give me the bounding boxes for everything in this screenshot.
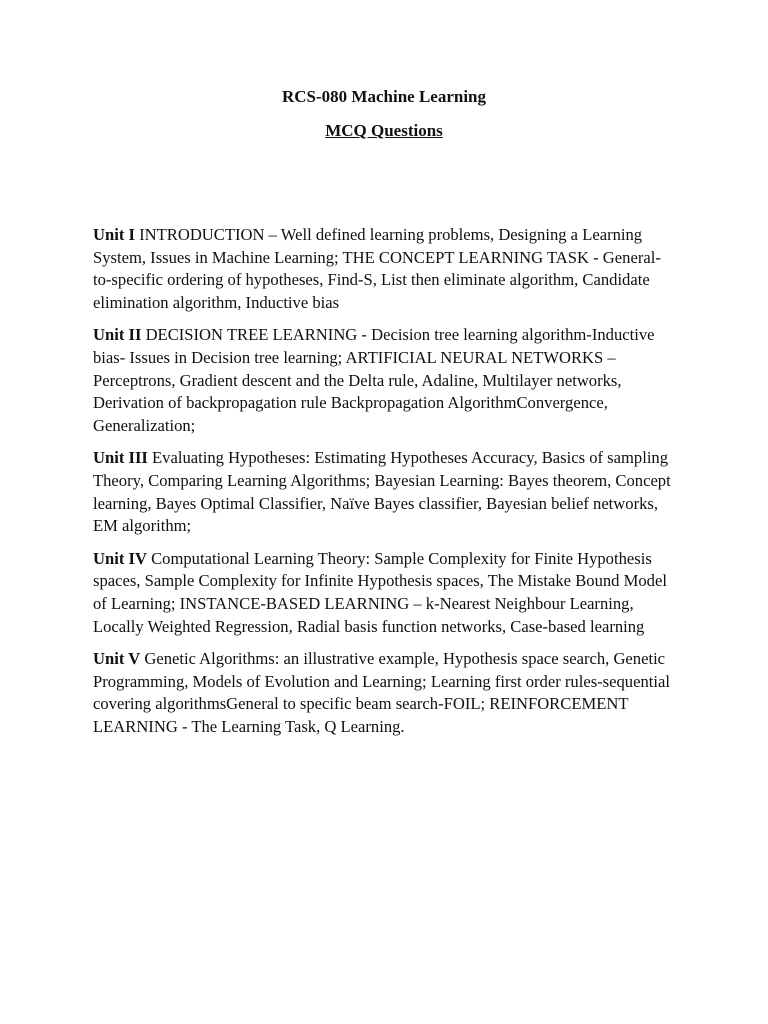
units-list [93, 224, 673, 748]
unit-5-text: Genetic Algorithms: an illustrative example, Hypothesis space search, Genetic Programming, Models of Evolution and Learning; Learning first order rules-sequential covering algorithmsGeneral to specific beam search-FOIL; REINFORCEMENT LEARNING - The Learning Task, Q Learning. [93, 649, 670, 736]
unit-3-label: Unit III [93, 448, 148, 468]
unit-2-label: Unit II [93, 325, 142, 345]
unit-1-text: INTRODUCTION – Well defined learning problems, Designing a Learning System, Issues in Machine Learning; THE CONCEPT LEARNING TASK - General-to-specific ordering of hypotheses, Find-S, List then eliminate algorithm, Candidate elimination algorithm, Inductive bias [93, 225, 661, 312]
unit-5-label: Unit V [93, 649, 141, 669]
unit-3-text: Evaluating Hypotheses: Estimating Hypotheses Accuracy, Basics of sampling Theory, Comparing Learning Algorithms; Bayesian Learning: Bayes theorem, Concept learning, Bayes Optimal Classifier, Naïve Bayes classifier, Bayesian belief networks, EM algorithm; [93, 448, 671, 536]
unit-2-paragraph [93, 324, 673, 437]
unit-4-label: Unit IV [93, 548, 147, 568]
unit-3-paragraph [93, 447, 673, 537]
unit-5-paragraph [93, 648, 673, 738]
unit-1-paragraph [93, 224, 673, 314]
unit-4-text: Computational Learning Theory: Sample Complexity for Finite Hypothesis spaces, Sample Complexity for Infinite Hypothesis spaces, The Mistake Bound Model of Learning; INSTANCE-BASED LEARNING – k-Nearest Neighbour Learning, Locally Weighted Regression, Radial basis function networks, Case-based learning [93, 548, 667, 636]
unit-2-text: DECISION TREE LEARNING - Decision tree learning algorithm-Inductive bias- Issues in Decision tree learning; ARTIFICIAL NEURAL NETWORKS – Perceptrons, Gradient descent and the Delta rule, Adaline, Multilayer networks, Derivation of backpropagation rule Backpropagation AlgorithmConvergence, Generalization; [93, 325, 655, 435]
unit-1-label: Unit I [93, 225, 135, 244]
unit-4-paragraph [93, 548, 673, 638]
document-title: RCS-080 Machine Learning [282, 87, 486, 106]
document-subtitle: MCQ Questions [325, 121, 443, 140]
